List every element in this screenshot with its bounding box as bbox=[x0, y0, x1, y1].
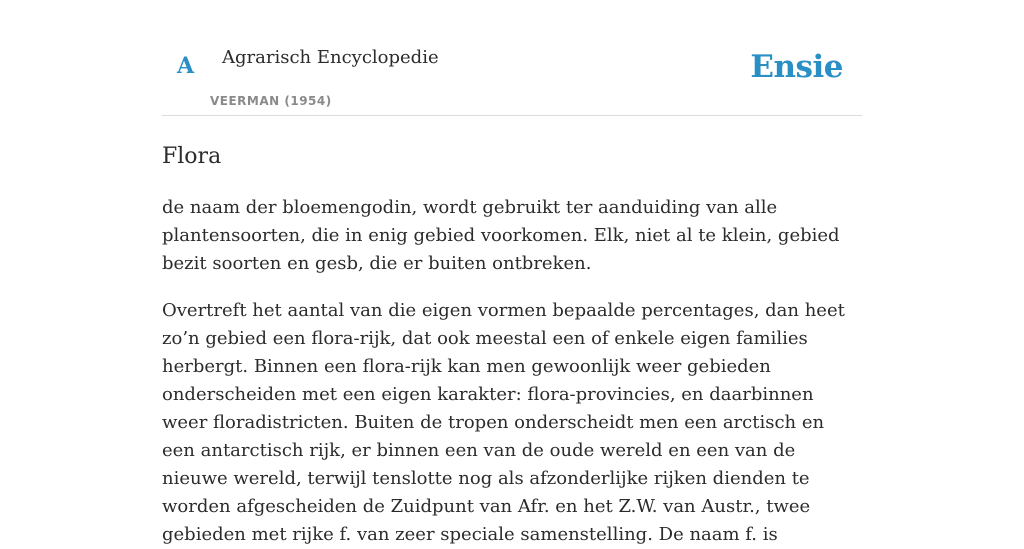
article-title: Flora bbox=[162, 144, 222, 169]
source-logo-icon[interactable]: A bbox=[177, 53, 195, 79]
article-paragraph: de naam der bloemengodin, wordt gebruikt ter aanduiding van alle plantensoorten, die in enig gebied voorkomen. Elk, niet al te klein, gebied bezit soorten en gesb, die er buiten ontbreken. bbox=[162, 197, 840, 275]
article-paragraph: Overtreft het aantal van die eigen vormen bepaalde percentages, dan heet zo’n gebied een flora-rijk, dat ook meestal een of enkele eigen families herbergt. Binnen een flora-rijk kan men gewoonlijk weer gebieden onderscheiden met een eigen karakter: flora-provincies, en daarbinnen weer floradistricten. Buiten de tropen onderscheidt men een arctisch en een antarctisch rijk, er binnen een van de oude wereld en een van de nieuwe wereld, terwijl tenslotte nog als afzonderlijke rijken dienden te worden afgescheiden de Zuidpunt van Afr. en het Z.W. van Austr., twee gebieden met rijke f. van zeer speciale samenstelling. De naam f. is bbox=[162, 300, 845, 546]
page-container bbox=[162, 0, 862, 549]
article-body bbox=[162, 194, 862, 549]
source-author: VEERMAN (1954) bbox=[210, 94, 332, 108]
source-header bbox=[162, 0, 862, 116]
source-title-link[interactable]: Agrarisch Encyclopedie bbox=[222, 47, 439, 68]
brand-logo[interactable]: Ensie bbox=[750, 49, 843, 85]
